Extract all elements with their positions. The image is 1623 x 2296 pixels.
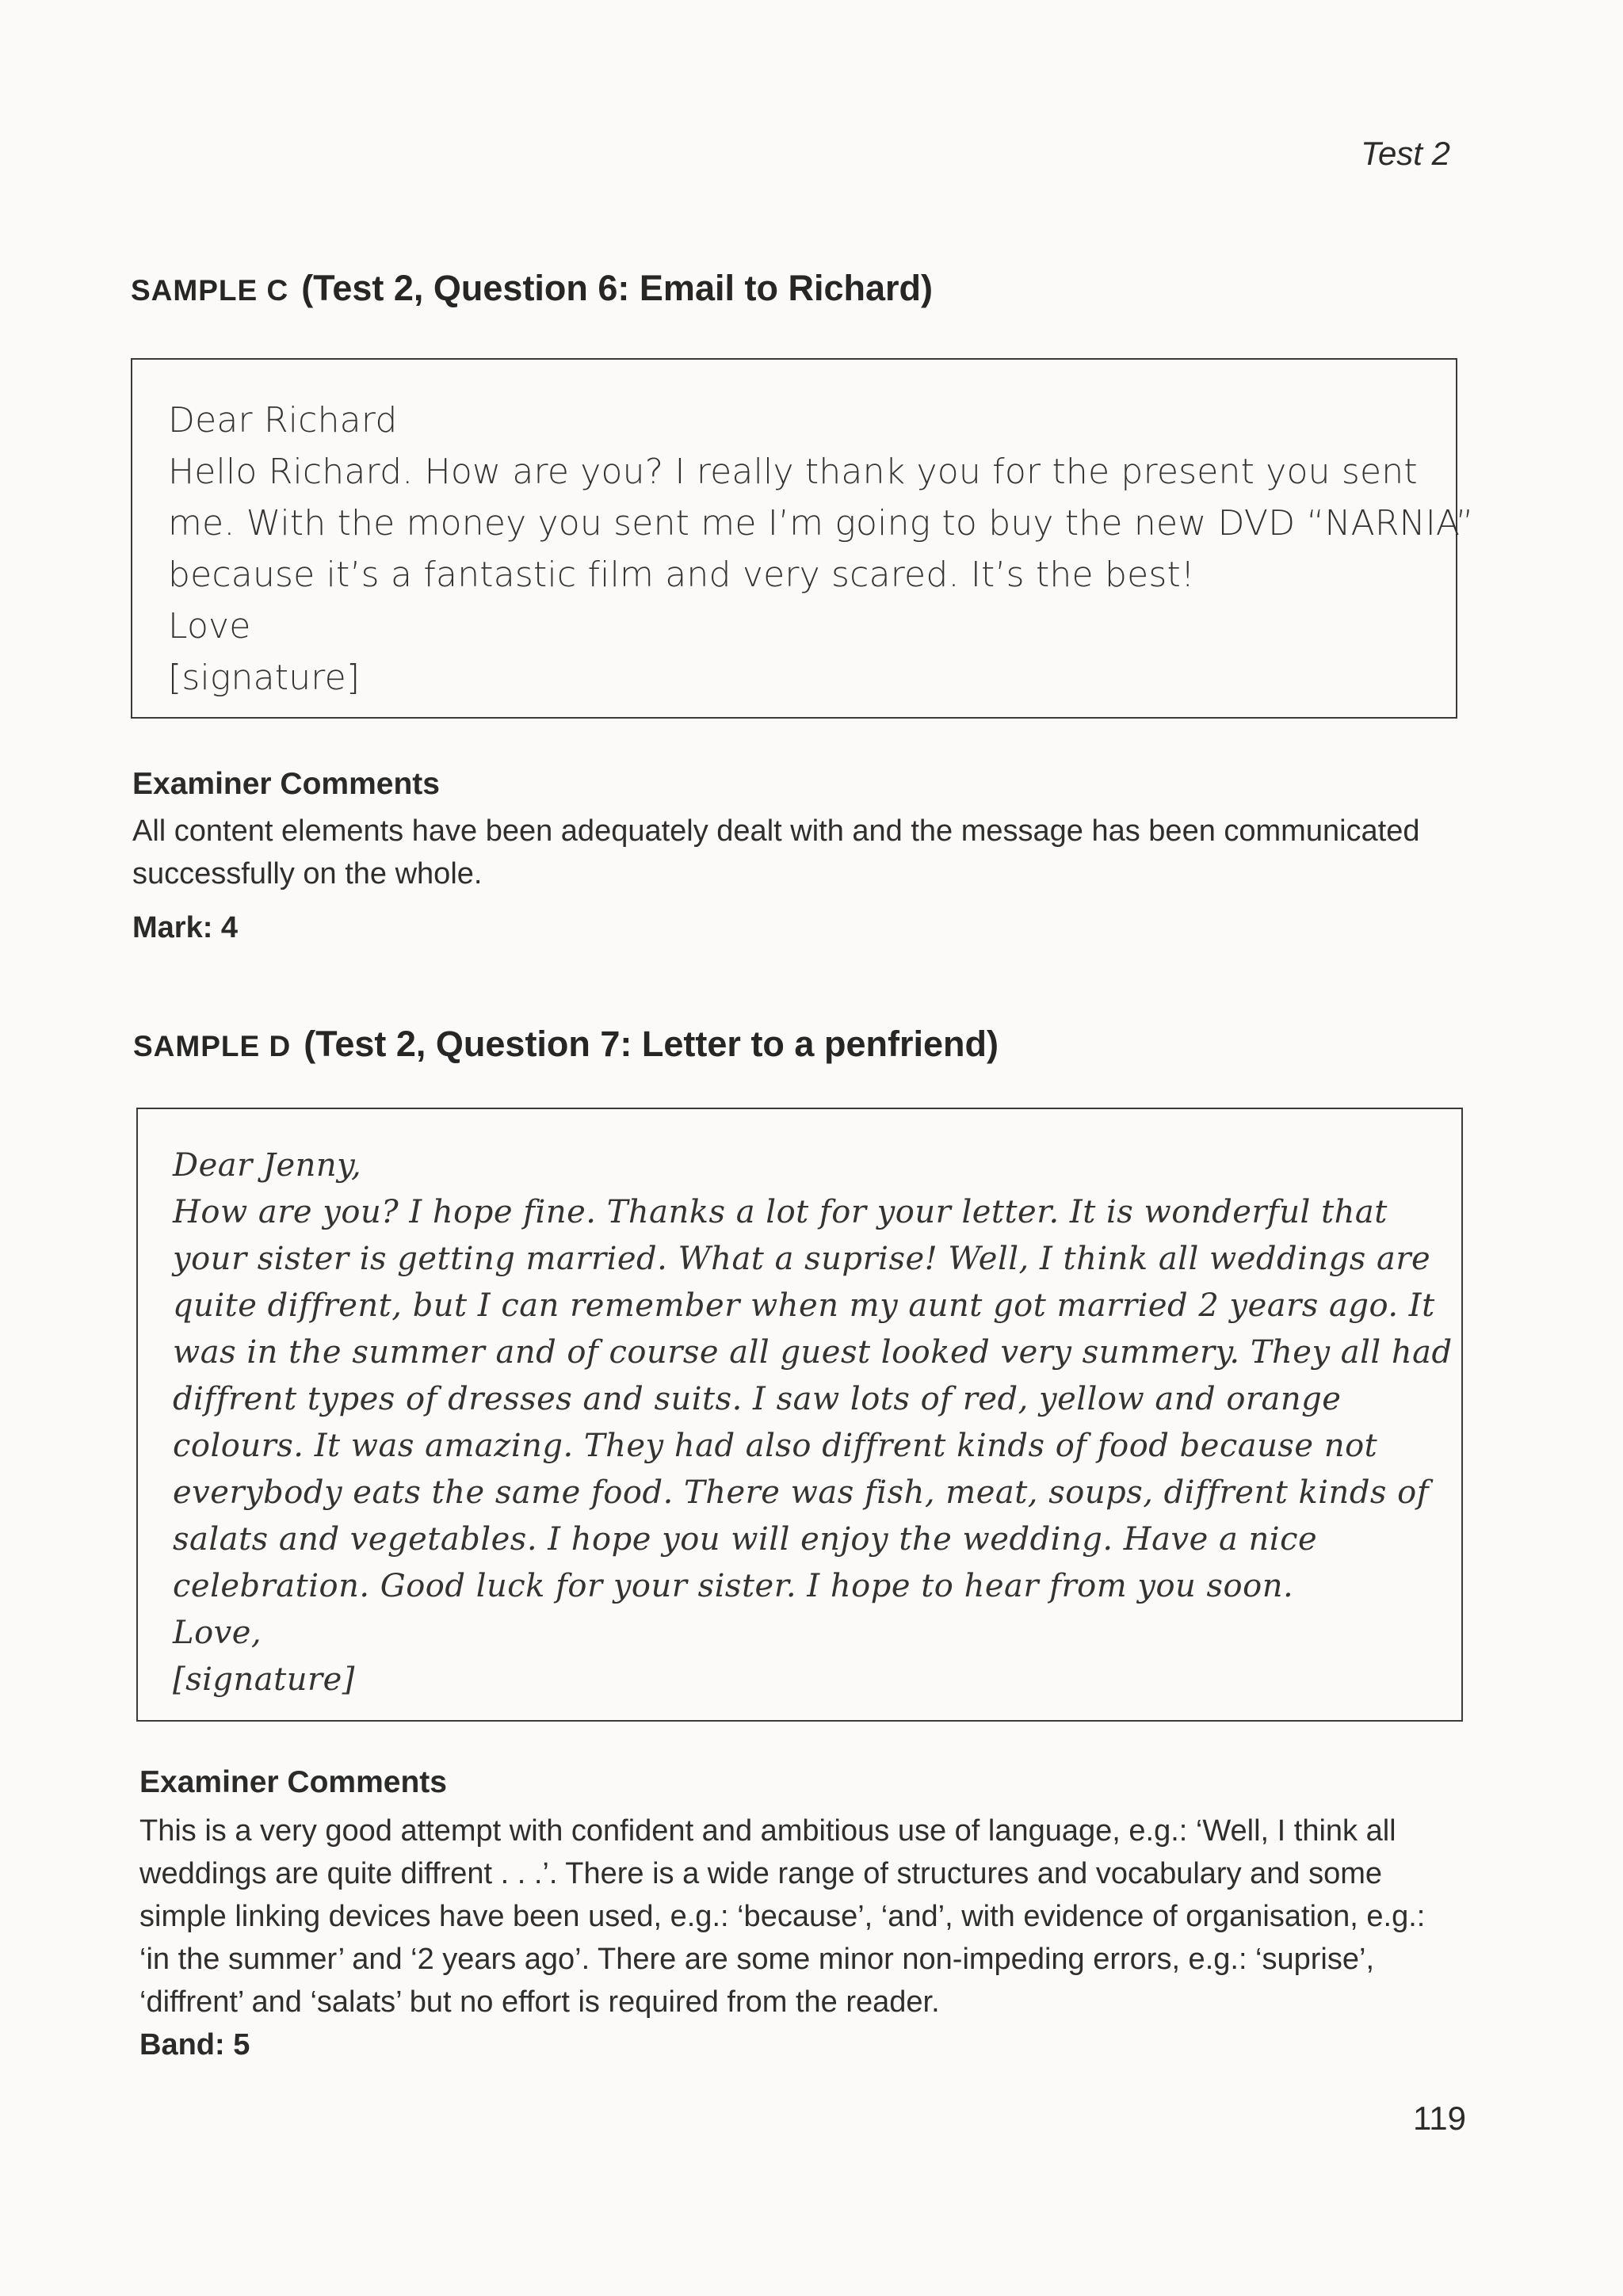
sample-c-letter-box [131,358,1474,719]
letter-line: [signature] [168,658,361,698]
letter-line: everybody eats the same food. There was fish, meat, soups, diffrent kinds of [173,1474,1430,1511]
letter-line: quite diffrent, but I can remember when my aunt got married 2 years ago. It [173,1287,1435,1324]
letter-line: How are you? I hope fine. Thanks a lot for your letter. It is wonderful that [173,1194,1388,1230]
sample-d-band: Band: 5 [139,2028,250,2061]
sample-d-label: SAMPLE D [133,1030,292,1062]
letter-line: Hello Richard. How are you? I really thank you for the present you sent [168,452,1418,492]
letter-line: Dear Richard [168,400,398,441]
comment-line: simple linking devices have been used, e.g.: ‘because’, ‘and’, with evidence of organisation, e.g.: [139,1900,1426,1933]
sample-d-heading [133,1024,999,1065]
letter-line: salats and vegetables. I hope you will enjoy the wedding. Have a nice [173,1521,1318,1558]
letter-line: [signature] [173,1661,355,1698]
running-head: Test 2 [1361,135,1450,172]
letter-line: Dear Jenny, [173,1147,362,1184]
letter-line: celebration. Good luck for your sister. I hope to hear from you soon. [173,1568,1294,1604]
sample-c-title: (Test 2, Question 6: Email to Richard) [301,268,933,308]
comment-line: This is a very good attempt with confident and ambitious use of language, e.g.: ‘Well, I think all [139,1814,1396,1848]
letter-line: me. With the money you sent me I’m going to buy the new DVD “NARNIA” [168,503,1474,543]
letter-line: because it’s a fantastic film and very scared. It’s the best! [168,555,1195,595]
letter-line: colours. It was amazing. They had also diffrent kinds of food because not [173,1428,1378,1464]
page-number: 119 [1413,2100,1466,2137]
letter-line: your sister is getting married. What a suprise! Well, I think all weddings are [173,1241,1431,1277]
sample-d-comments [139,1810,1425,2023]
letter-line: Love [168,606,251,646]
comment-line: ‘in the summer’ and ‘2 years ago’. There are some minor non-impeding errors, e.g.: ‘suprise’, [139,1943,1374,1976]
letter-line: diffrent types of dresses and suits. I saw lots of red, yellow and orange [173,1381,1342,1417]
sample-c-comments-heading: Examiner Comments [132,767,440,801]
letter-line: was in the summer and of course all guest looked very summery. They all had [173,1334,1453,1371]
comment-line: All content elements have been adequately dealt with and the message has been communicated [132,814,1420,848]
sample-c-label: SAMPLE C [131,274,289,307]
comment-line: ‘diffrent’ and ‘salats’ but no effort is required from the reader. [139,1985,940,2019]
comment-line: weddings are quite diffrent . . .’. There is a wide range of structures and vocabulary and some [139,1857,1383,1890]
sample-c-mark: Mark: 4 [132,911,239,944]
sample-c-heading [131,268,933,309]
sample-c-comments [132,810,1420,895]
sample-d-comments-heading: Examiner Comments [139,1765,447,1799]
letter-line: Love, [173,1615,262,1651]
comment-line: successfully on the whole. [132,857,483,891]
sample-d-title: (Test 2, Question 7: Letter to a penfriend) [304,1024,999,1064]
sample-d-letter-box [136,1108,1463,1722]
